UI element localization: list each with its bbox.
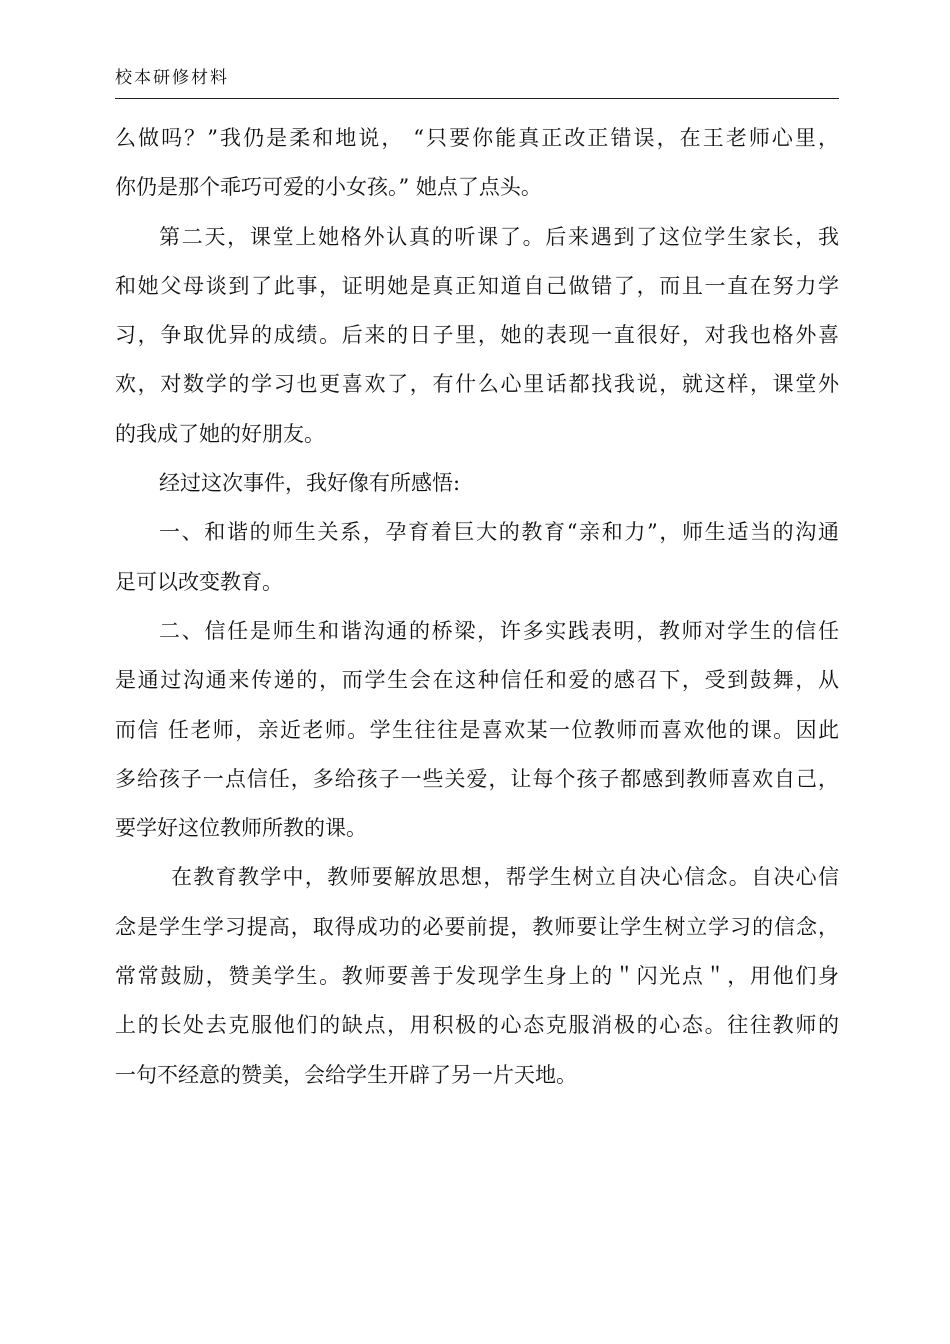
text-line: 习，争取优异的成绩。后来的日子里，她的表现一直很好，对我也格外喜 [115,323,839,348]
page-header [115,64,839,99]
text-line: 经过这次事件，我好像有所感悟: [159,471,461,496]
text-line: 在教育教学中，教师要解放思想，帮学生树立自决心信念。自决心信 [171,865,839,890]
text-line: 么做吗？”我仍是柔和地说， “只要你能真正改正错误，在王老师心里， [115,126,839,150]
header-title: 校本研修材料 [115,68,229,88]
text-line: 你仍是那个乖巧可爱的小女孩。” 她点了点头。 [115,175,542,200]
text-line: 第二天，课堂上她格外认真的听课了。后来遇到了这位学生家长，我 [159,224,839,249]
text-line: 足可以改变教育。 [115,569,283,594]
text-line: 的我成了她的好朋友。 [115,421,325,446]
text-line: 是通过沟通来传递的，而学生会在这种信任和爱的感召下，受到鼓舞，从 [115,668,839,693]
document-body [115,114,839,1100]
text-line: 一句不经意的赞美，会给学生开辟了另一片天地。 [115,1062,577,1087]
text-line: 和她父母谈到了此事，证明她是真正知道自己做错了，而且一直在努力学 [115,273,839,298]
text-line: 要学好这位教师所教的课。 [115,816,367,841]
text-line: 上的长处去克服他们的缺点，用积极的心态克服消极的心态。往往教师的 [115,1013,839,1038]
text-line: 念是学生学习提高，取得成功的必要前提，教师要让学生树立学习的信念， [115,914,839,939]
text-line: 多给孩子一点信任，多给孩子一些关爱，让每个孩子都感到教师喜欢自己， [115,766,839,791]
text-line: 二、信任是师生和谐沟通的桥梁，许多实践表明，教师对学生的信任 [159,618,839,643]
text-line: 常常鼓励，赞美学生。教师要善于发现学生身上的＂闪光点＂，用他们身 [115,964,839,989]
text-line: 一、和谐的师生关系，孕育着巨大的教育“亲和力”，师生适当的沟通 [159,520,839,545]
text-line: 欢，对数学的学习也更喜欢了，有什么心里话都找我说，就这样，课堂外 [115,372,839,397]
text-line: 而信 任老师，亲近老师。学生往往是喜欢某一位教师而喜欢他的课。因此 [115,717,839,742]
